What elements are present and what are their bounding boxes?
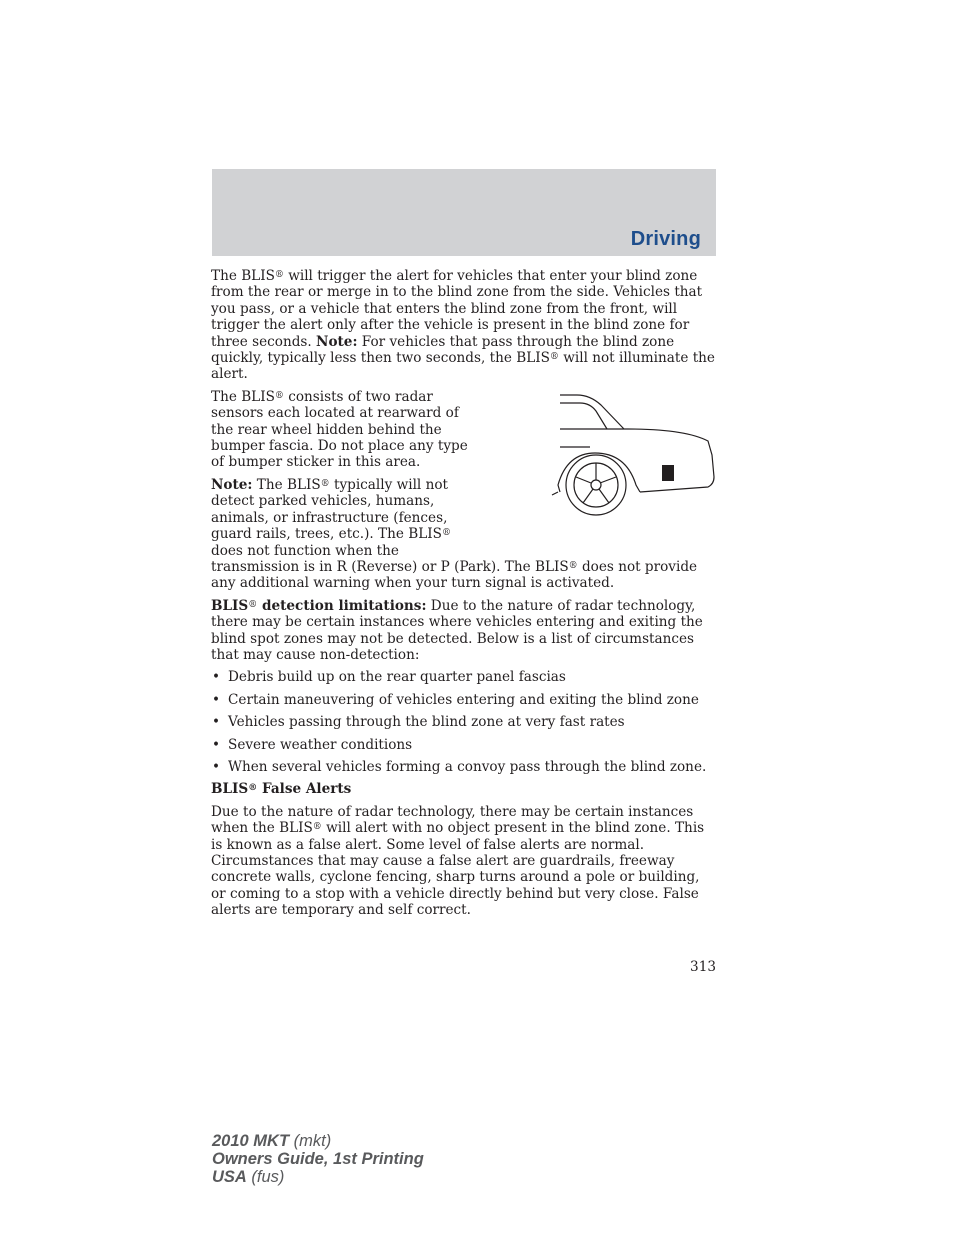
radar-sensor-marker — [662, 465, 674, 481]
false-alerts-heading: BLIS® False Alerts — [211, 781, 352, 798]
list-item: • Certain maneuvering of vehicles entering and exiting the blind zone — [211, 692, 716, 708]
list-item: • Severe weather conditions — [211, 737, 716, 753]
section-header-band — [212, 169, 716, 256]
list-item: • When several vehicles forming a convoy pass through the blind zone. — [211, 759, 716, 775]
footer-line-model: 2010 MKT (mkt) — [212, 1132, 332, 1150]
non-detection-list — [211, 669, 716, 775]
note-label: Note: — [316, 333, 358, 350]
note-label: Note: — [211, 476, 253, 493]
footer-line-region: USA (fus) — [212, 1168, 285, 1186]
section-title: Driving — [630, 228, 701, 250]
document-footer — [212, 1132, 424, 1186]
list-item: • Debris build up on the rear quarter panel fascias — [211, 669, 716, 685]
paragraph-blis-note: Note: The BLIS® typically will not detect parked vehicles, humans, animals, or infrastructure (fences, guard rails, trees, etc.). The BLIS® does not function when the transmission is in R (Reverse) or P (Park). The BLIS® does not provide any additional warning when your turn signal is activated. — [211, 476, 698, 592]
paragraph-detection-limitations: BLIS® detection limitations: Due to the nature of radar technology, there may be certain instances where vehicles entering and exiting the blind spot zones may not be detected. Below is a list of circumstances that may cause non-detection: — [211, 597, 703, 663]
paragraph-blis-trigger: The BLIS® will trigger the alert for vehicles that enter your blind zone from the rear or merge in to the blind zone from the side. Vehicles that you pass, or a vehicle that enters the blind zone from the front, will trigger the alert only after the vehicle is present in the blind zone for three seconds. Note: For vehicles that pass through the blind zone quickly, typically less then two seconds, the BLIS® will not illuminate the alert. — [211, 268, 715, 383]
paragraph-false-alerts: Due to the nature of radar technology, there may be certain instances when the BLIS® will alert with no object present in the blind zone. This is known as a false alert. Some level of false alerts are normal. Circumstances that may cause a false alert are guardrails, freeway concrete walls, cyclone fencing, sharp turns around a pole or building, or coming to a stop with a vehicle directly behind but very close. False alerts are temporary and self correct. — [211, 803, 705, 919]
list-item: • Vehicles passing through the blind zone at very fast rates — [211, 714, 716, 730]
paragraph-blis-sensors: The BLIS® consists of two radar sensors each located at rearward of the rear wheel hidden behind the bumper fascia. Do not place any type of bumper sticker in this area. — [211, 388, 468, 471]
body-text — [211, 268, 716, 925]
rear-sensor-illustration — [480, 389, 716, 547]
car-rear-quarter-icon — [480, 389, 716, 547]
footer-line-guide: Owners Guide, 1st Printing — [212, 1150, 424, 1168]
page-number: 313 — [690, 959, 716, 975]
